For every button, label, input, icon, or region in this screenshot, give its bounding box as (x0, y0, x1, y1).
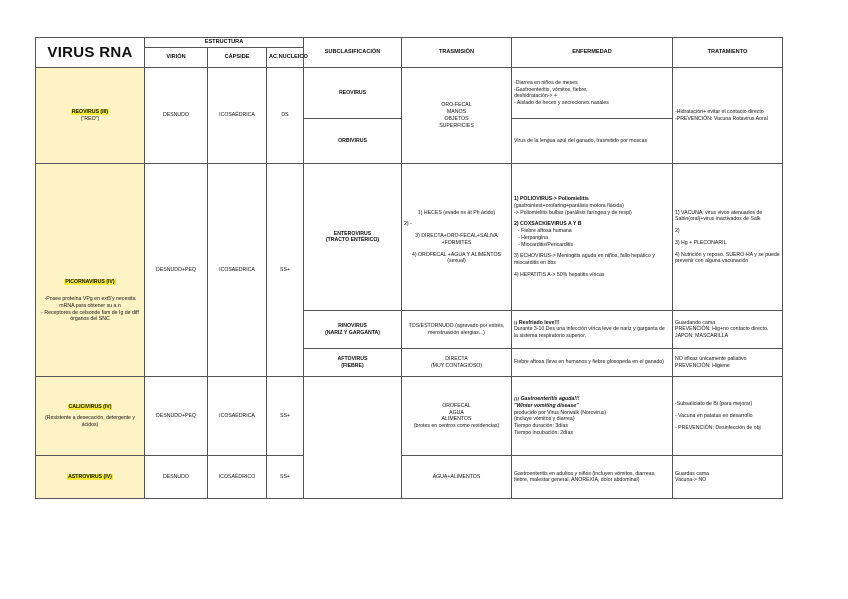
reovirus-capside: ICOSAÉDRICA (208, 68, 267, 164)
tratamiento-line: -PREVENCIÓN: Vacuna Rotavirus Aoral (675, 115, 768, 122)
virus-name-picornavirus: PICORNAVIRUS (IV) (65, 279, 115, 286)
trasmision-line: 4) OROFECAL +AGUA Y ALIMENTOS (sexual) (411, 251, 502, 265)
hepatitis-line: 4) HEPATITIS A-> 50% hepatitis víricas (514, 271, 605, 278)
rinovirus-enfermedad (512, 311, 673, 349)
enfermedad-line: - Herpangina (518, 234, 548, 241)
enfermedad-line: - Aislado de heces y secreciones nasales (514, 100, 609, 107)
enfermedad-line: -> Poliomielitis bulbar (parálisis faríngea y de respi) (514, 209, 632, 216)
tratamiento-line: JAPON: MASCARILLA (675, 333, 729, 340)
table-row-calicivirus (36, 377, 783, 456)
subclass-aftovirus (304, 349, 402, 377)
calicivirus-acnucleico: SS+ (267, 377, 304, 456)
subclass-rinovirus (304, 311, 402, 349)
enfermedad-line: - Miocarditis/Pericarditis (518, 241, 574, 248)
reovirus-acnucleico: DS (267, 68, 304, 164)
header-acnucleico: AC.NUCLEICO (267, 48, 304, 68)
enfermedad-line: ¡¡ Resfriado leve!!! (514, 319, 560, 326)
virus-name-astrovirus: ASTROVIRUS (IV) (68, 473, 112, 480)
enterovirus-enfermedad (512, 164, 673, 311)
tratamiento-line: Vacuna-> NO (675, 477, 707, 484)
trasmision-line: 3) DIRECTA+ORO-FECAL+SALIVA +FORMITES (415, 233, 498, 246)
enfermedad-line: -Gastroenteritis, vómitos, fiebre, (514, 86, 588, 93)
virus-name-reovirus: REOVIRUS (III) (71, 109, 109, 116)
trasmision-line: (MUY CONTAGIOSO) (430, 362, 483, 369)
trasmision-line: MANOS (446, 109, 467, 116)
polio-title: 1) POLIOVIRUS-> Poliomielitis (514, 196, 589, 203)
virus-cell-picornavirus (36, 164, 145, 377)
tratamiento-line: PREVENCIÓN: Hig+no contacto directo. (675, 326, 769, 333)
table-title: VIRUS RNA (36, 38, 145, 68)
reovirus-trasmision (402, 68, 512, 164)
header-capside: CÁPSIDE (208, 48, 267, 68)
virus-rna-table (35, 37, 783, 499)
trasmision-line: 1) HECES (evade ns át Ph ácido) (417, 209, 496, 216)
subclass-line: ENTEROVIRUS (333, 230, 372, 237)
tratamiento-line: - PREVENCIÓN: Desinfección de obj (675, 424, 761, 431)
subclass-line: RINOVIRUS (338, 323, 367, 330)
echovirus-line: 3) ECHOVIRUS-> Meningitis aguda en niños, fallo hepático y miocarditis en bbs (514, 253, 655, 267)
rinovirus-trasmision: TOS/ESTORNUDO (agravado por estrés, menstruación alergias...) (402, 311, 512, 349)
tratamiento-line: 1) VACUNA: virus vivos atenuados de Sabin(oral)+virus inactivados de Salk (675, 209, 763, 223)
virus-cell-astrovirus (36, 456, 145, 499)
enfermedad-title: ¡¡¡ Gastroenteritis aguda!!! (514, 396, 580, 403)
astrovirus-capside: ICOSAÉDRICO (208, 456, 267, 499)
aftovirus-enfermedad: Fiebre aftosa (leve en humanos y fiebre glosopeda en el ganado) (512, 349, 673, 377)
astrovirus-virion: DESNUDO (145, 456, 208, 499)
subclass-line: AFTOVIRUS (337, 356, 368, 363)
table-row-astrovirus (36, 456, 783, 499)
trasmision-line: ORO-FECAL (441, 102, 472, 109)
header-tratamiento: TRATAMIENTO (673, 38, 783, 68)
enfermedad-line: deshidratación-> + (514, 93, 557, 100)
picornavirus-capside: ICOSAEDRICA (208, 164, 267, 377)
subclass-line: (TRACTO ENTÉRICO) (325, 237, 380, 244)
header-subclasificacion: SUBCLASIFICACIÓN (304, 38, 402, 68)
picornavirus-acnucleico: SS+ (267, 164, 304, 377)
virus-cell-reovirus (36, 68, 145, 164)
tratamiento-line: Guardando cama (675, 319, 716, 326)
calicivirus-trasmision (402, 377, 512, 456)
aftovirus-tratamiento (673, 349, 783, 377)
calicivirus-virion: DESNUDO+PEQ (145, 377, 208, 456)
tratamiento-line: 4) Nutrición y reposo. SUERO-HA y se puede prevenir con alguna vacunación (675, 251, 780, 265)
trasmision-line: (brotes en centros como residencias) (413, 423, 500, 430)
astrovirus-trasmision: AGUA+ALIMENTOS (402, 456, 512, 499)
enfermedad-line: -Diarrea en niños de meses (514, 79, 578, 86)
enfermedad-line: Durante 3-10 Des una infección vírica leve de nariz y garganta de la sistema respiratorio superior. (514, 326, 665, 340)
tratamiento-line: PREVENCIÓN: Higiene (675, 362, 730, 369)
tratamiento-line: - Vacuna en patatas en desarrollo (675, 412, 753, 419)
virus-rna-table-sheet (35, 37, 782, 518)
enfermedad-line: - Fiebre aftosa humana (518, 228, 572, 235)
trasmision-line: ALIMENTOS (441, 416, 472, 423)
trasmision-line: 2) - (404, 221, 412, 228)
rinovirus-tratamiento (673, 311, 783, 349)
virus-name-calicivirus: CALICIVIRUS (IV) (68, 403, 112, 410)
enterovirus-tratamiento (673, 164, 783, 311)
virus-alias-reovirus: ("REO") (80, 115, 100, 122)
enterovirus-trasmision (402, 164, 512, 311)
tratamiento-line: -Hidratación+ evitar el contacto directo (675, 109, 764, 116)
subclass-line: (NARIZ Y GARGANTA) (324, 329, 381, 336)
tratamiento-line: NO eficaz únicamente paliativo (675, 356, 747, 363)
calicivirus-enfermedad (512, 377, 673, 456)
tratamiento-line: 3) Hg + PLECONARIL (675, 239, 727, 246)
picornavirus-note: -Posee proteína VPg en ext5'y necesita mRNA para obtener su a.n (44, 296, 136, 309)
enfermedad-line: Tiempo duración: 3días (514, 423, 569, 430)
table-row-enterovirus (36, 164, 783, 311)
header-enfermedad: ENFERMEDAD (512, 38, 673, 68)
trasmision-line: DIRECTA (445, 356, 468, 363)
tratamiento-line: 2) (675, 228, 680, 235)
astrovirus-acnucleico: SS+ (267, 456, 304, 499)
virus-cell-calicivirus (36, 377, 145, 456)
reovirus-enfermedad (512, 68, 673, 119)
tratamiento-line: Guardas cama (675, 470, 710, 477)
trasmision-line: AGUA (449, 409, 464, 416)
orbivirus-enfermedad: Virus de la lengua azul del ganado, trasmitido por moscas (512, 119, 673, 164)
enfermedad-line: Tiempo incubación: 2días (514, 429, 573, 436)
calicivirus-tratamiento (673, 377, 783, 456)
enfermedad-line: (incluye vómitos y diarrea) (514, 416, 575, 423)
aftovirus-trasmision (402, 349, 512, 377)
header-virion: VIRIÓN (145, 48, 208, 68)
picornavirus-virion: DESNUDO+PEQ (145, 164, 208, 377)
picornavirus-note: - Receptores de celsonde fam de Ig de diff órganos del SNC (41, 309, 139, 323)
trasmision-line: OROFECAL (442, 402, 471, 409)
subclass-enterovirus (304, 164, 402, 311)
subclass-empty (304, 377, 402, 499)
trasmision-line: SUPERFICIES (439, 122, 474, 129)
header-estructura: ESTRUCTURA (145, 38, 304, 48)
reovirus-virion: DESNUDO (145, 68, 208, 164)
subclass-orbivirus: ORBIVIRUS (304, 119, 402, 164)
subclass-reovirus: REOVIRUS (304, 68, 402, 119)
coxsackie-title: 2) COXSACKIEVIRUS A Y B (514, 221, 582, 228)
enfermedad-line: (gastrointest+orofaring+parálisis motora flácida) (514, 202, 624, 209)
table-row-reovirus-a (36, 68, 783, 119)
tratamiento-line: -Subsaliciato de Bi (para mejorar) (675, 401, 753, 408)
enfermedad-subtitle: "Winter vomiting disease" (514, 402, 579, 409)
astrovirus-enfermedad: Gastroenteritis en adultos y niños (incluyen vómitos, diarreas, fiebre, malestar general, ANOREXIA, dolor abdominal) (512, 456, 673, 499)
calicivirus-note: (Resistente a desecación, detergente y ácidos) (45, 415, 135, 429)
reovirus-tratamiento (673, 68, 783, 164)
enfermedad-line: producido por Virus Norwalk (Norovirus) (514, 409, 607, 416)
calicivirus-capside: ICOSAÉDRICA (208, 377, 267, 456)
trasmision-line: OBJETOS (444, 115, 469, 122)
astrovirus-tratamiento (673, 456, 783, 499)
subclass-line: (FIEBRE) (341, 362, 364, 369)
header-trasmision: TRASMISIÓN (402, 38, 512, 68)
header-row-1 (36, 38, 783, 48)
